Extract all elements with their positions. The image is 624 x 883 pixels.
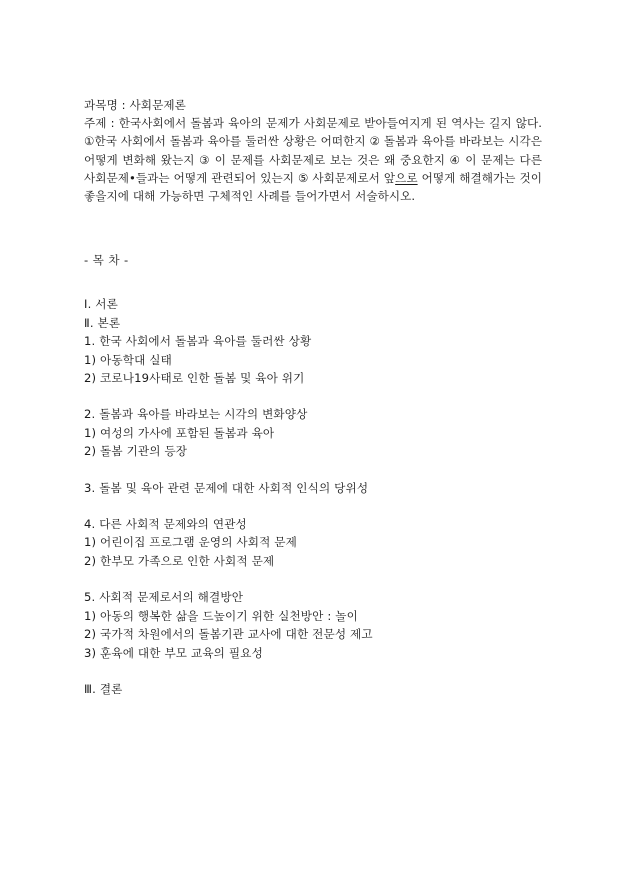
topic-paragraph <box>84 114 542 205</box>
toc-section-5-item-2: 2) 국가적 차원에서의 돌봄기관 교사에 대한 전문성 제고 <box>84 627 373 642</box>
toc-section-4-item-1: 1) 어린이집 프로그램 운영의 사회적 문제 <box>84 535 297 550</box>
section-spacer <box>84 387 542 405</box>
toc-heading: - 목 차 - <box>84 253 129 268</box>
section-spacer <box>84 461 542 479</box>
toc-body <box>84 295 542 698</box>
toc-section-5-item-1: 1) 아동의 행복한 삶을 드높이기 위한 실천방안 : 놀이 <box>84 608 358 623</box>
toc-section-4-title: 4. 다른 사회적 문제와의 연관성 <box>84 517 247 532</box>
toc-section-5-item-3: 3) 훈육에 대한 부모 교육의 필요성 <box>84 645 263 660</box>
subject-line: 과목명 : 사회문제론 <box>84 98 186 112</box>
topic-paragraph-underlined: 으로 <box>395 170 418 185</box>
topic-paragraph-part3: 어떻게 해결해가는 것이 좋을지에 대해 가능하면 구체적인 사례를 들어가면서 서술하시오. <box>84 170 543 204</box>
toc-section-5-title: 5. 사회적 문제로서의 해결방안 <box>84 590 244 605</box>
section-spacer <box>84 662 542 680</box>
toc-item-intro: Ⅰ. 서론 <box>84 297 118 312</box>
section-spacer <box>84 570 542 588</box>
toc-section-2-item-2: 2) 돌봄 기관의 등장 <box>84 444 188 459</box>
toc-section-1-title: 1. 한국 사회에서 돌봄과 육아를 둘러싼 상황 <box>84 334 312 349</box>
topic-paragraph-part1: 주제 : 한국사회에서 돌봄과 육아의 문제가 사회문제로 받아들여지게 된 역사는 길지 않다. ①한국 사회에서 돌봄과 육아를 둘러싼 상황은 어떠한지 ② 돌봄과 육아를 바라보는 시각은 어떻게 변화해 왔는지 ③ 이 문제를 사회문제로 보는 것은 왜 중요한지 ④ 이 문제는 다른 사회문제•들과는 어떻게 관련되어 있는지 ⑤ 사회문제로서 앞 <box>84 116 542 185</box>
header-block <box>84 96 542 205</box>
toc-section-2-title: 2. 돌봄과 육아를 바라보는 시각의 변화양상 <box>84 407 308 422</box>
toc-item-conclusion: Ⅲ. 결론 <box>84 681 123 696</box>
toc-item-main-body: Ⅱ. 본론 <box>84 315 121 330</box>
toc-section-1-item-2: 2) 코로나19사태로 인한 돌봄 및 육아 위기 <box>84 371 305 386</box>
section-spacer <box>84 497 542 515</box>
toc-section-3-title: 3. 돌봄 및 육아 관련 문제에 대한 사회적 인식의 당위성 <box>84 480 369 495</box>
document-content <box>84 96 542 698</box>
toc-section-4-item-2: 2) 한부모 가족으로 인한 사회적 문제 <box>84 553 275 568</box>
toc-section-2-item-1: 1) 여성의 가사에 포함된 돌봄과 육아 <box>84 425 275 440</box>
toc-section-1-item-1: 1) 아동학대 실태 <box>84 352 172 367</box>
